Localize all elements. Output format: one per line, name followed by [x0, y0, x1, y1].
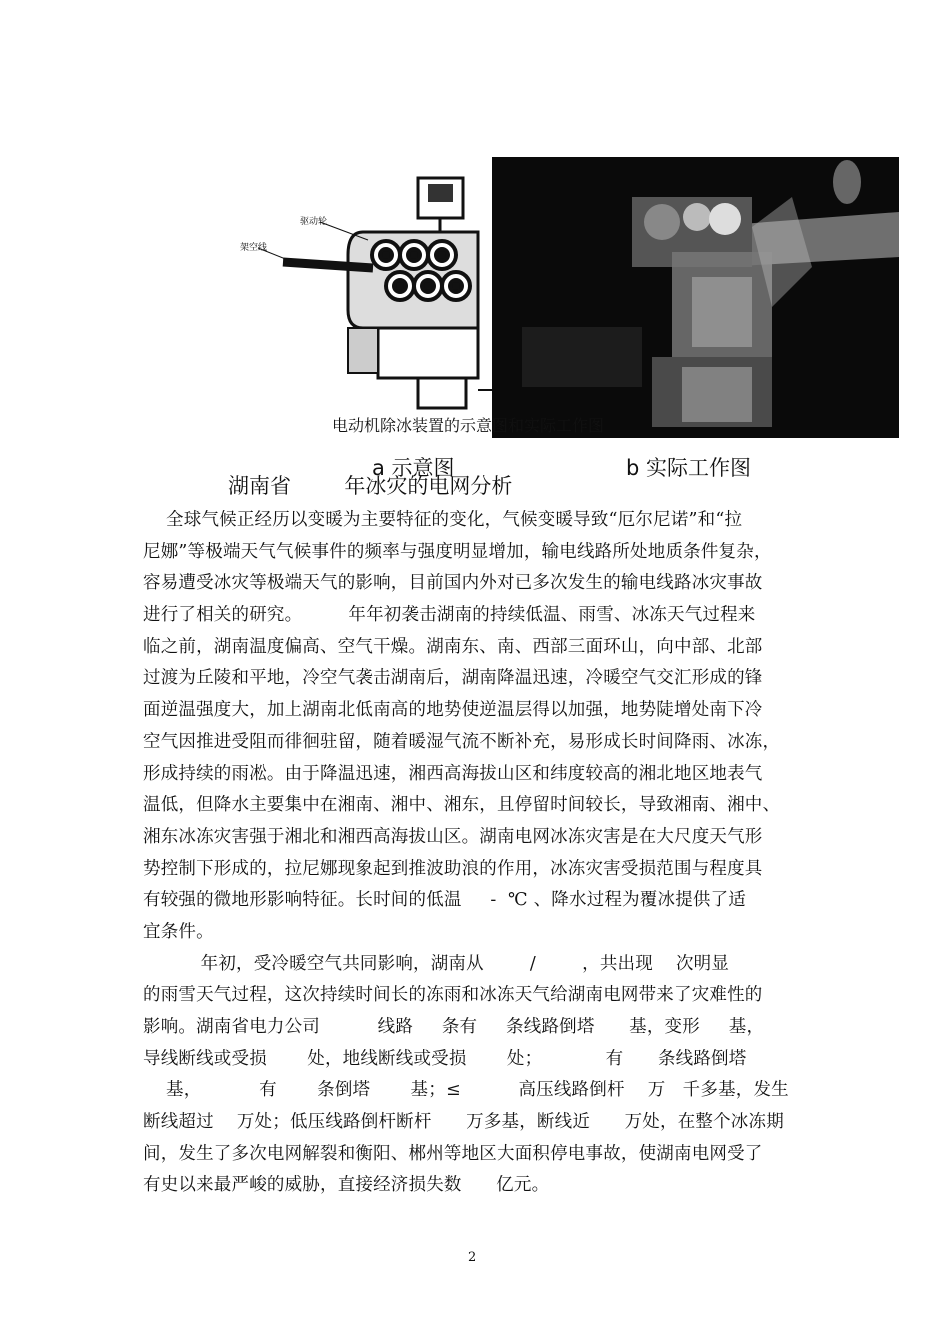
text-line: 尼娜”等极端天气气候事件的频率与强度明显增加，输电线路所处地质条件复杂，	[143, 541, 772, 562]
deicer-schematic-image	[228, 170, 500, 410]
text-line: 影响。湖南省电力公司 线路 条有 条线路倒塔 基，变形 基，	[143, 1017, 765, 1037]
section-title: 湖南省 年冰灾的电网分析	[228, 474, 513, 498]
figure-caption: 电动机除冰装置的示意图和实际工作图	[332, 416, 605, 435]
text-line: 临之前，湖南温度偏高、空气干燥。湖南东、南、西部三面环山，向中部、北部	[143, 636, 763, 657]
page-number: 2	[468, 1250, 477, 1265]
figure-label-b: b 实际工作图	[626, 456, 752, 480]
text-line: 全球气候正经历以变暖为主要特征的变化，气候变暖导致“厄尔尼诺”和“拉	[143, 510, 743, 530]
text-line: 年初，受冷暖空气共同影响，湖南从 / ，共出现 次明显	[143, 953, 730, 974]
text-line: 有史以来最严峻的威胁，直接经济损失数 亿元。	[143, 1175, 550, 1196]
text-line: 温低，但降水主要集中在湘南、湘中、湘东，且停留时间较长，导致湘南、湘中、	[143, 795, 781, 816]
body-text	[143, 505, 811, 1202]
paragraph-2	[143, 949, 811, 1203]
text-line: 间，发生了多次电网解裂和衡阳、郴州等地区大面积停电事故，使湖南电网受了	[143, 1143, 763, 1164]
figure-label-a: a 示意图	[372, 456, 455, 480]
text-line: 形成持续的雨凇。由于降温迅速，湘西高海拔山区和纬度较高的湘北地区地表气	[143, 763, 763, 784]
text-line: 有较强的微地形影响特征。长时间的低温 - ℃ 、降水过程为覆冰提供了适	[143, 890, 746, 911]
text-line: 湘东冰冻灾害强于湘北和湘西高海拔山区。湖南电网冰冻灾害是在大尺度天气形	[143, 826, 763, 847]
deicer-photo-image	[492, 157, 899, 438]
callout-drive-wheel: 驱动轮	[300, 217, 328, 227]
text-line: 进行了相关的研究。 年年初袭击湖南的持续低温、雨雪、冰冻天气过程来	[143, 605, 756, 626]
text-line: 面逆温强度大，加上湖南北低南高的地势使逆温层得以加强，地势陡增处南下冷	[143, 700, 763, 721]
text-line: 势控制下形成的，拉尼娜现象起到推波助浪的作用，冰冻灾害受损范围与程度具	[143, 858, 763, 879]
callout-overhead-line: 架空线	[240, 243, 268, 253]
text-line: 宜条件。	[143, 921, 214, 942]
text-line: 的雨雪天气过程，这次持续时间长的冻雨和冰冻天气给湖南电网带来了灾难性的	[143, 985, 763, 1006]
text-line: 容易遭受冰灾等极端天气的影响，目前国内外对已多次发生的输电线路冰灾事故	[143, 573, 763, 594]
text-line: 断线超过 万处；低压线路倒杆断杆 万多基，断线近 万处，在整个冰冻期	[143, 1112, 784, 1133]
paragraph-1	[143, 505, 811, 949]
text-line: 过渡为丘陵和平地，冷空气袭击湖南后，湖南降温迅速，冷暖空气交汇形成的锋	[143, 668, 763, 689]
text-line: 导线断线或受损 处，地线断线或受损 处； 有 条线路倒塔	[143, 1048, 747, 1069]
text-line: 空气因推进受阻而徘徊驻留，随着暖湿气流不断补充，易形成长时间降雨、冰冻，	[143, 731, 781, 752]
text-line: 基， 有 条倒塔 基；≤ 高压线路倒杆 万 千多基，发生	[143, 1080, 789, 1101]
figure	[0, 0, 950, 500]
